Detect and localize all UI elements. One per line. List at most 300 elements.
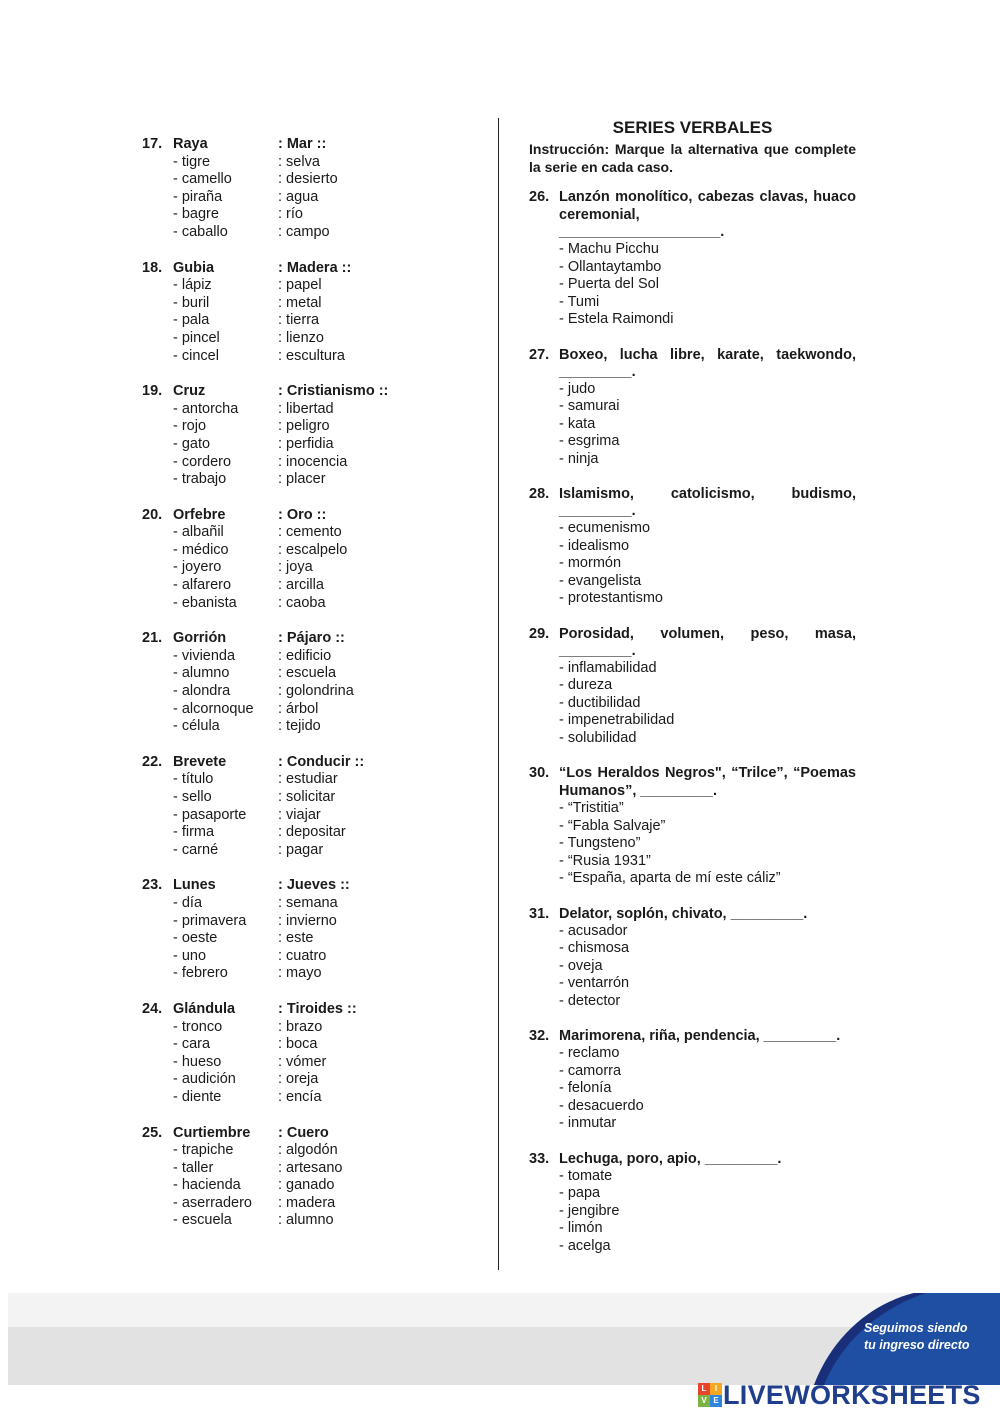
analogy-option: [142, 789, 482, 807]
option-term: - piraña: [173, 188, 223, 205]
analogy-pair: : Cristianismo ::: [278, 383, 389, 400]
answer-option: - ecumenismo: [559, 520, 651, 536]
option-pair: : árbol: [278, 700, 319, 717]
question-number: 19.: [142, 383, 163, 400]
option-term: - febrero: [173, 965, 228, 982]
option-term: - alondra: [173, 683, 231, 700]
analogy-option: [142, 436, 482, 454]
option-indent: [142, 224, 173, 242]
analogy-question: [142, 1001, 482, 1107]
option-indent: [142, 1160, 173, 1178]
analogy-term: Orfebre: [173, 506, 226, 523]
option-pair: : viajar: [278, 806, 321, 823]
question-number: 29.: [529, 625, 550, 642]
option-term: - pasaporte: [173, 806, 247, 823]
analogy-term: Glándula: [173, 1000, 236, 1017]
option-indent: [142, 559, 173, 577]
option-indent: [142, 824, 173, 842]
analogy-option: [142, 842, 482, 860]
answer-option: - ninja: [559, 450, 599, 467]
option-indent: [142, 665, 173, 683]
question-text: Boxeo, lucha libre, karate, taekwondo,: [559, 346, 856, 363]
option-term: - audición: [173, 1071, 236, 1088]
analogy-option: [142, 1212, 482, 1230]
option-indent: [142, 789, 173, 807]
series-question-stem: [529, 625, 856, 643]
answer-option: - inflamabilidad: [559, 659, 657, 676]
analogy-option: [142, 771, 482, 789]
option-indent: [142, 454, 173, 472]
option-indent: [142, 807, 173, 825]
question-number: 26.: [529, 189, 550, 205]
option-indent: [142, 330, 173, 348]
option-pair: : papel: [278, 277, 322, 294]
question-number: 31.: [529, 905, 550, 922]
analogy-pair: : Madera ::: [278, 259, 352, 276]
analogy-term: Gubia: [173, 259, 215, 276]
option-term: - lápiz: [173, 277, 212, 294]
analogy-option: [142, 154, 482, 172]
option-indent: [142, 948, 173, 966]
option-indent: [142, 295, 173, 313]
analogy-option: [142, 454, 482, 472]
option-pair: : algodón: [278, 1142, 338, 1159]
answer-option: - judo: [559, 380, 596, 397]
option-term: - aserradero: [173, 1194, 252, 1211]
question-text: Islamismo, catolicismo, budismo,: [559, 486, 856, 502]
answer-option: - samurai: [559, 398, 620, 414]
option-indent: [142, 771, 173, 789]
question-number: 23.: [142, 877, 163, 894]
option-pair: : alumno: [278, 1212, 334, 1229]
answer-option: - acelga: [559, 1237, 611, 1254]
option-pair: : cemento: [278, 524, 342, 541]
option-indent: [142, 171, 173, 189]
option-indent: [142, 577, 173, 595]
analogy-option: [142, 1195, 482, 1213]
analogy-option: [142, 559, 482, 577]
option-term: - uno: [173, 947, 207, 964]
option-pair: : escultura: [278, 347, 345, 364]
analogy-option: [142, 1036, 482, 1054]
analogy-option: [142, 683, 482, 701]
analogy-question-header: [142, 754, 482, 772]
analogy-option: [142, 542, 482, 560]
analogy-option: [142, 1142, 482, 1160]
series-question: [529, 485, 856, 608]
series-question-stem: [529, 188, 856, 224]
option-indent: [142, 701, 173, 719]
option-pair: : selva: [278, 153, 320, 170]
option-term: - alfarero: [173, 577, 232, 594]
option-indent: [142, 348, 173, 366]
option-indent: [142, 277, 173, 295]
option-term: - trapiche: [173, 1142, 234, 1159]
analogy-option: [142, 895, 482, 913]
answer-option: - ductibilidad: [559, 694, 641, 711]
answer-option: - tomate: [559, 1167, 613, 1184]
analogy-question: [142, 877, 482, 983]
series-question-stem: [529, 485, 856, 503]
answer-option: - jengibre: [559, 1202, 620, 1219]
option-indent: [142, 471, 173, 489]
series-question: [529, 346, 856, 469]
option-indent: [142, 683, 173, 701]
option-pair: : semana: [278, 894, 338, 911]
question-number: 33.: [529, 1150, 550, 1167]
analogy-term: Lunes: [173, 877, 216, 894]
option-term: - trabajo: [173, 471, 227, 488]
option-pair: : madera: [278, 1194, 336, 1211]
promo-text: [864, 1320, 970, 1354]
option-term: - diente: [173, 1088, 222, 1105]
analogy-pair: : Tiroides ::: [278, 1000, 357, 1017]
analogy-option: [142, 701, 482, 719]
option-indent: [142, 1071, 173, 1089]
option-indent: [142, 965, 173, 983]
question-text: Lechuga, poro, apio, _________.: [559, 1150, 782, 1167]
analogy-question: [142, 754, 482, 860]
section-title: SERIES VERBALES: [612, 118, 773, 137]
answer-option: - idealismo: [559, 537, 630, 554]
answer-option: - detector: [559, 992, 621, 1009]
series-question-stem: [529, 346, 856, 364]
answer-option: - acusador: [559, 922, 628, 939]
option-pair: : campo: [278, 223, 330, 240]
answer-option: - felonía: [559, 1080, 612, 1096]
analogy-option: [142, 948, 482, 966]
answer-option: - Ollantaytambo: [559, 258, 662, 275]
option-indent: [142, 1212, 173, 1230]
analogy-option: [142, 1071, 482, 1089]
option-pair: : cuatro: [278, 947, 327, 964]
analogy-question-header: [142, 507, 482, 525]
series-question-stem: [529, 1150, 856, 1168]
analogy-term: Gorrión: [173, 630, 227, 647]
analogy-option: [142, 524, 482, 542]
question-number: 28.: [529, 486, 550, 502]
option-term: - firma: [173, 824, 215, 841]
analogy-term: Curtiembre: [173, 1124, 251, 1141]
analogy-question: [142, 136, 482, 242]
analogy-question-header: [142, 260, 482, 278]
option-pair: : placer: [278, 471, 326, 488]
option-term: - tronco: [173, 1018, 223, 1035]
analogy-term: Raya: [173, 136, 208, 152]
answer-option: - “Rusia 1931”: [559, 852, 651, 869]
option-pair: : lienzo: [278, 329, 324, 346]
analogy-question-header: [142, 136, 482, 154]
analogy-option: [142, 824, 482, 842]
option-pair: : depositar: [278, 824, 346, 841]
left-column: [142, 136, 482, 1248]
option-indent: [142, 189, 173, 207]
option-pair: : libertad: [278, 400, 334, 417]
option-pair: : tejido: [278, 718, 321, 735]
analogy-option: [142, 718, 482, 736]
option-term: - alcornoque: [173, 700, 254, 717]
option-term: - albañil: [173, 524, 224, 541]
question-number: 21.: [142, 630, 163, 647]
analogy-option: [142, 807, 482, 825]
option-pair: : perfidia: [278, 435, 334, 452]
series-question: [529, 905, 856, 1011]
question-number: 30.: [529, 765, 550, 781]
answer-option: - protestantismo: [559, 590, 663, 606]
answer-option: - Machu Picchu: [559, 241, 659, 257]
option-term: - gato: [173, 435, 211, 452]
right-column: [529, 118, 856, 1272]
option-indent: [142, 436, 173, 454]
option-indent: [142, 1019, 173, 1037]
answer-option: - Estela Raimondi: [559, 311, 674, 327]
option-indent: [142, 1177, 173, 1195]
liveworksheets-logo-icon: [698, 1383, 722, 1407]
option-term: - cincel: [173, 347, 219, 364]
analogy-option: [142, 171, 482, 189]
question-text: Lanzón monolítico, cabezas clavas, huaco ceremonial,: [559, 189, 856, 223]
analogy-option: [142, 1177, 482, 1195]
analogy-option: [142, 595, 482, 613]
option-pair: : golondrina: [278, 683, 354, 700]
option-pair: : arcilla: [278, 577, 324, 594]
analogy-option: [142, 418, 482, 436]
question-number: 27.: [529, 346, 550, 363]
analogy-question-header: [142, 877, 482, 895]
answer-option: - impenetrabilidad: [559, 712, 675, 728]
option-pair: : joya: [278, 559, 313, 576]
option-pair: : vómer: [278, 1053, 327, 1070]
analogy-term: Brevete: [173, 753, 227, 770]
option-indent: [142, 913, 173, 931]
answer-blank: _________.: [559, 503, 636, 519]
logo-icon-letter: L: [698, 1383, 710, 1395]
answer-blank: ____________________.: [559, 224, 725, 240]
option-indent: [142, 206, 173, 224]
question-number: 20.: [142, 506, 163, 523]
option-term: - cordero: [173, 453, 232, 470]
answer-option: - esgrima: [559, 433, 620, 449]
answer-option: - limón: [559, 1220, 603, 1236]
column-divider: [498, 118, 499, 1270]
option-indent: [142, 542, 173, 560]
option-term: - título: [173, 771, 214, 788]
answer-option: - “Fabla Salvaje”: [559, 817, 666, 834]
analogy-option: [142, 295, 482, 313]
option-term: - antorcha: [173, 400, 239, 417]
analogy-question-header: [142, 630, 482, 648]
option-term: - oeste: [173, 930, 218, 947]
option-term: - sello: [173, 789, 212, 805]
series-question: [529, 1027, 856, 1133]
answer-option: - Tumi: [559, 293, 600, 310]
answer-option: - dureza: [559, 677, 613, 693]
analogy-question-header: [142, 383, 482, 401]
right-question-list: [529, 188, 856, 1255]
logo-icon-letter: I: [710, 1383, 722, 1395]
analogy-option: [142, 577, 482, 595]
option-pair: : pagar: [278, 841, 324, 858]
series-question: [529, 1150, 856, 1256]
answer-blank: _________.: [559, 363, 636, 380]
answer-option: - Puerta del Sol: [559, 276, 659, 292]
analogy-option: [142, 665, 482, 683]
option-term: - camello: [173, 171, 232, 188]
option-term: - carné: [173, 841, 219, 858]
option-term: - escuela: [173, 1212, 232, 1229]
option-term: - hueso: [173, 1053, 222, 1070]
answer-option: - “España, aparta de mí este cáliz”: [559, 870, 781, 886]
logo-icon-letter: E: [710, 1395, 722, 1407]
liveworksheets-logo[interactable]: [698, 1380, 981, 1410]
question-text: Marimorena, riña, pendencia, _________.: [559, 1028, 841, 1044]
option-indent: [142, 1036, 173, 1054]
answer-option: - evangelista: [559, 572, 642, 589]
option-pair: : metal: [278, 294, 322, 311]
option-term: - pala: [173, 312, 210, 329]
option-indent: [142, 312, 173, 330]
analogy-pair: : Pájaro ::: [278, 630, 345, 647]
instruction-text: Instrucción: Marque la alternativa que complete la serie en cada caso.: [529, 141, 856, 175]
series-question: [529, 764, 856, 888]
analogy-pair: : Conducir ::: [278, 753, 365, 770]
option-pair: : edificio: [278, 647, 332, 664]
question-text: Delator, soplón, chivato, _________.: [559, 905, 808, 922]
question-text: “Los Heraldos Negros", “Trilce”, “Poemas Humanos”, _________.: [559, 765, 856, 799]
answer-option: - “Tristitia”: [559, 800, 624, 816]
answer-option: - desacuerdo: [559, 1097, 644, 1114]
question-number: 24.: [142, 1000, 163, 1017]
question-text: Porosidad, volumen, peso, masa,: [559, 625, 856, 642]
option-pair: : boca: [278, 1036, 318, 1053]
option-term: - pincel: [173, 329, 220, 346]
analogy-question: [142, 383, 482, 489]
option-term: - tigre: [173, 153, 211, 170]
option-pair: : inocencia: [278, 453, 348, 470]
analogy-option: [142, 277, 482, 295]
option-indent: [142, 154, 173, 172]
answer-option: - oveja: [559, 957, 603, 974]
series-question-stem: [529, 1027, 856, 1045]
analogy-pair: : Mar ::: [278, 136, 327, 152]
analogy-pair: : Oro ::: [278, 506, 327, 523]
analogy-term: Cruz: [173, 383, 206, 400]
option-pair: : brazo: [278, 1018, 323, 1035]
option-indent: [142, 595, 173, 613]
option-term: - célula: [173, 718, 220, 735]
option-term: - médico: [173, 541, 229, 558]
option-term: - ebanista: [173, 594, 237, 611]
option-term: - rojo: [173, 418, 207, 435]
answer-option: - reclamo: [559, 1045, 620, 1061]
analogy-question: [142, 630, 482, 736]
option-indent: [142, 648, 173, 666]
option-pair: : invierno: [278, 912, 337, 929]
option-term: - primavera: [173, 912, 247, 929]
question-number: 25.: [142, 1124, 163, 1141]
option-pair: : estudiar: [278, 771, 338, 788]
series-question-stem: [529, 764, 856, 800]
analogy-option: [142, 224, 482, 242]
analogy-question: [142, 260, 482, 366]
option-pair: : escuela: [278, 665, 337, 682]
analogy-question: [142, 507, 482, 613]
question-number: 32.: [529, 1028, 550, 1044]
option-indent: [142, 842, 173, 860]
option-indent: [142, 895, 173, 913]
analogy-option: [142, 930, 482, 948]
answer-option: - chismosa: [559, 940, 630, 956]
option-pair: : oreja: [278, 1071, 319, 1088]
option-term: - vivienda: [173, 647, 236, 664]
promo-line-2: tu ingreso directo: [864, 1338, 970, 1352]
analogy-option: [142, 1054, 482, 1072]
analogy-option: [142, 648, 482, 666]
logo-icon-letter: V: [698, 1395, 710, 1407]
option-pair: : solicitar: [278, 789, 336, 805]
analogy-option: [142, 312, 482, 330]
option-term: - bagre: [173, 206, 219, 223]
option-pair: : este: [278, 930, 314, 947]
series-question: [529, 625, 856, 748]
analogy-option: [142, 330, 482, 348]
option-pair: : tierra: [278, 312, 320, 329]
answer-option: - solubilidad: [559, 729, 637, 746]
liveworksheets-logo-text: LIVEWORKSHEETS: [723, 1380, 981, 1410]
analogy-option: [142, 471, 482, 489]
answer-option: - Tungsteno”: [559, 835, 641, 851]
series-question: [529, 188, 856, 329]
analogy-option: [142, 348, 482, 366]
option-pair: : desierto: [278, 171, 338, 188]
question-number: 17.: [142, 136, 163, 152]
analogy-option: [142, 206, 482, 224]
answer-option: - mormón: [559, 555, 622, 571]
option-pair: : mayo: [278, 965, 322, 982]
option-pair: : río: [278, 206, 303, 223]
answer-option: - inmutar: [559, 1115, 617, 1131]
option-indent: [142, 1142, 173, 1160]
option-term: - cara: [173, 1036, 211, 1053]
analogy-pair: : Cuero: [278, 1124, 329, 1141]
option-pair: : escalpelo: [278, 541, 348, 558]
option-indent: [142, 1195, 173, 1213]
answer-blank: _________.: [559, 642, 636, 659]
option-pair: : encía: [278, 1088, 322, 1105]
answer-option: - papa: [559, 1185, 601, 1201]
option-term: - joyero: [173, 559, 222, 576]
option-term: - buril: [173, 294, 210, 311]
option-term: - caballo: [173, 223, 228, 240]
option-term: - taller: [173, 1159, 214, 1176]
answer-option: - camorra: [559, 1062, 622, 1079]
answer-option: - ventarrón: [559, 975, 630, 991]
promo-line-1: Seguimos siendo: [864, 1321, 968, 1335]
option-indent: [142, 1089, 173, 1107]
option-indent: [142, 1054, 173, 1072]
option-indent: [142, 524, 173, 542]
analogy-question-header: [142, 1001, 482, 1019]
analogy-option: [142, 1019, 482, 1037]
option-indent: [142, 401, 173, 419]
analogy-question: [142, 1125, 482, 1231]
series-question-stem: [529, 905, 856, 923]
option-pair: : artesano: [278, 1159, 343, 1176]
option-pair: : peligro: [278, 418, 330, 435]
question-number: 22.: [142, 753, 163, 770]
analogy-option: [142, 1089, 482, 1107]
analogy-option: [142, 401, 482, 419]
